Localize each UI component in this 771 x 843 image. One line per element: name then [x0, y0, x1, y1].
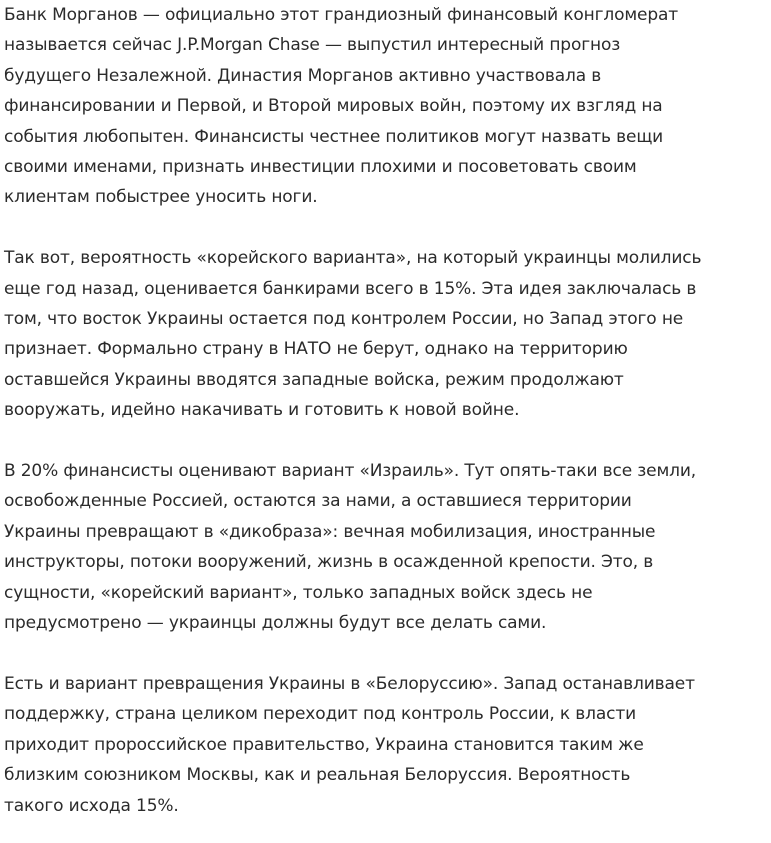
text-line: предусмотрено — украинцы должны будут все делать сами. — [4, 613, 547, 634]
text-line: приходит пророссийское правительство, Украина становится таким же — [4, 734, 644, 755]
text-line: Банк Морганов — официально этот грандиозный финансовый конгломерат — [4, 5, 679, 25]
text-line: В 20% финансисты оценивают вариант «Израиль». Тут опять-таки все земли, — [4, 461, 697, 482]
text-line: близким союзником Москвы, как и реальная Белоруссия. Вероятность — [4, 765, 631, 786]
text-line: инструкторы, потоки вооружений, жизнь в осажденной крепости. Это, в — [4, 552, 654, 573]
text-line: Так вот, вероятность «корейского варианта», на который украинцы молились — [4, 248, 702, 269]
text-line: своими именами, признать инвестиции плохими и посоветовать своим — [4, 157, 637, 178]
text-line: признает. Формально страну в НАТО не берут, однако на территорию — [4, 339, 628, 360]
paragraph-morgan-forecast — [4, 0, 769, 213]
text-line: оставшейся Украины вводятся западные войска, режим продолжают — [4, 369, 624, 390]
text-line: называется сейчас J.P.Morgan Chase — выпустил интересный прогноз — [4, 35, 621, 56]
text-line: вооружать, идейно накачивать и готовить к новой войне. — [4, 400, 520, 421]
text-line: будущего Незалежной. Династия Морганов активно участвовала в — [4, 65, 602, 86]
article-body — [4, 0, 769, 821]
text-line: клиентам побыстрее уносить ноги. — [4, 187, 318, 208]
paragraph-israel-variant — [4, 456, 769, 638]
text-line: том, что восток Украины остается под контролем России, но Запад этого не — [4, 309, 684, 330]
text-line: сущности, «корейский вариант», только западных войск здесь не — [4, 582, 593, 603]
text-line: финансировании и Первой, и Второй мировых войн, поэтому их взгляд на — [4, 96, 663, 117]
text-line: Украины превращают в «дикобраза»: вечная мобилизация, иностранные — [4, 521, 656, 542]
paragraph-korean-variant — [4, 243, 769, 425]
text-line: такого исхода 15%. — [4, 795, 179, 816]
text-line: Есть и вариант превращения Украины в «Белоруссию». Запад останавливает — [4, 673, 695, 694]
text-line: поддержку, страна целиком переходит под контроль России, к власти — [4, 704, 636, 725]
text-line: события любопытен. Финансисты честнее политиков могут назвать вещи — [4, 126, 664, 147]
text-line: освобожденные Россией, остаются за нами, а оставшиеся территории — [4, 491, 632, 512]
paragraph-belarus-variant — [4, 669, 769, 821]
text-line: еще год назад, оценивается банкирами всего в 15%. Эта идея заключалась в — [4, 278, 697, 299]
